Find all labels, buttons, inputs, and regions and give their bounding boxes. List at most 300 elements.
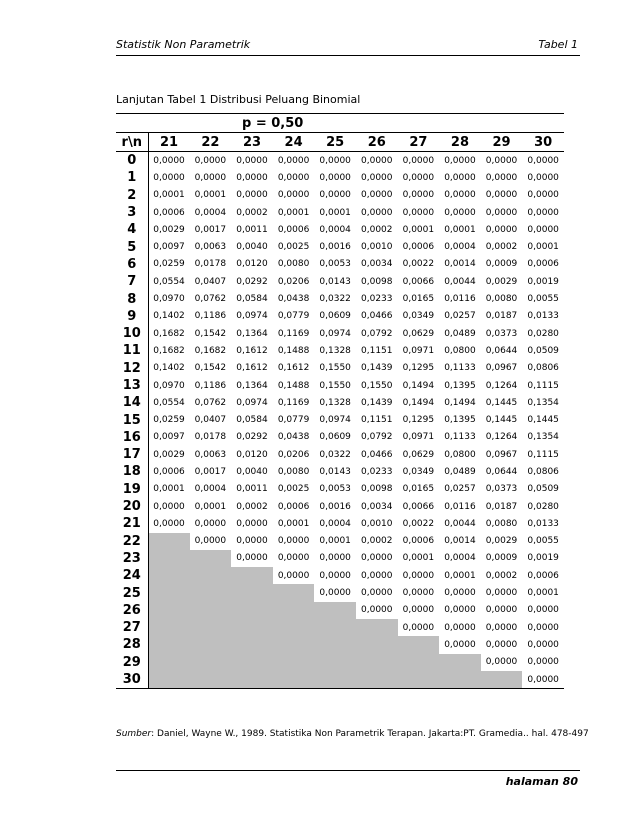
table-cell: 0,0644 <box>485 345 518 356</box>
table-cell: 0,1295 <box>402 363 435 374</box>
table-row <box>116 256 564 273</box>
table-cell: 0,0206 <box>277 449 310 460</box>
table-cell: 0,1550 <box>361 380 393 391</box>
table-cell: 0,0000 <box>485 639 518 650</box>
table-cell: 0,1133 <box>444 432 476 443</box>
table-cell: 0,0974 <box>319 328 351 339</box>
row-label-r: 19 <box>116 481 148 498</box>
table-cell: 0,0554 <box>153 397 185 408</box>
row-label-r: 2 <box>116 187 148 204</box>
blank-cell <box>148 636 439 653</box>
row-label-r: 26 <box>116 602 148 619</box>
table-cell: 0,0762 <box>194 294 227 305</box>
source-text: : Daniel, Wayne W., 1989. Statistika Non Parametrik Terapan. Jakarta:PT. Gramedia.. hal. 478-497 <box>151 729 589 739</box>
table-cell: 0,1395 <box>444 415 476 426</box>
table-cell: 0,0000 <box>522 671 564 689</box>
table-cell: 0,0002 <box>236 501 268 512</box>
table-cell: 0,1494 <box>402 380 435 391</box>
table-cell: 0,0120 <box>236 449 268 460</box>
row-label-r: 29 <box>116 654 148 671</box>
table-cell: 0,0000 <box>236 553 268 564</box>
row-label-r: 23 <box>116 550 148 567</box>
table-cell: 0,0097 <box>153 432 185 443</box>
table-row <box>116 515 564 532</box>
column-header-n: 21 <box>148 133 190 152</box>
table-cell: 0,0000 <box>277 190 310 201</box>
table-row <box>116 360 564 377</box>
row-label-r: 15 <box>116 411 148 428</box>
column-header-n: 29 <box>481 133 523 152</box>
table-cell: 0,0407 <box>194 276 227 287</box>
table-cell: 0,0609 <box>319 432 351 443</box>
header-rule <box>116 55 580 56</box>
table-cell: 0,0010 <box>361 242 393 253</box>
caption-prefix: Lanjutan Tabel 1 <box>116 93 207 106</box>
row-label-r: 4 <box>116 221 148 238</box>
table-cell: 0,0000 <box>361 207 393 218</box>
table-cell: 0,0792 <box>361 432 393 443</box>
table-cell: 0,0000 <box>402 605 435 616</box>
table-cell: 0,0000 <box>527 190 559 201</box>
table-row <box>116 290 564 307</box>
table-cell: 0,0000 <box>527 622 559 633</box>
table-cell: 0,1395 <box>444 380 476 391</box>
table-cell: 0,0178 <box>194 259 227 270</box>
table-cell: 0,0000 <box>485 657 518 668</box>
table-cell: 0,0040 <box>236 466 268 477</box>
row-label-r: 11 <box>116 342 148 359</box>
column-header-n: 30 <box>522 133 564 152</box>
column-header-n: 25 <box>314 133 356 152</box>
table-row <box>116 169 564 186</box>
table-cell: 0,0063 <box>194 449 227 460</box>
table-cell: 0,0001 <box>153 484 185 495</box>
table-cell: 0,0001 <box>319 207 351 218</box>
table-cell: 0,1612 <box>236 345 268 356</box>
table-cell: 0,0000 <box>444 605 476 616</box>
table-cell: 0,1115 <box>527 380 559 391</box>
table-cell: 0,0004 <box>319 224 351 235</box>
table-cell: 0,0006 <box>402 536 435 547</box>
table-cell: 0,0322 <box>319 294 351 305</box>
table-cell: 0,0000 <box>361 570 393 581</box>
table-cell: 0,0000 <box>361 605 393 616</box>
table-cell: 0,0004 <box>319 518 351 529</box>
table-cell: 0,0000 <box>277 553 310 564</box>
source-label: Sumber <box>116 729 152 739</box>
table-cell: 0,0097 <box>153 242 185 253</box>
probability-header-row <box>116 114 564 133</box>
table-cell: 0,0000 <box>236 536 268 547</box>
table-cell: 0,0001 <box>277 207 310 218</box>
table-cell: 0,0000 <box>527 155 559 166</box>
table-cell: 0,0000 <box>402 588 435 599</box>
table-cell: 0,0000 <box>194 518 227 529</box>
running-header-table-label: Tabel 1 <box>538 38 578 51</box>
row-label-r: 18 <box>116 463 148 480</box>
table-cell: 0,1169 <box>277 328 310 339</box>
table-cell: 0,1186 <box>194 380 227 391</box>
table-cell: 0,1133 <box>444 363 476 374</box>
table-cell: 0,0000 <box>402 172 435 183</box>
table-cell: 0,1295 <box>402 415 435 426</box>
table-cell: 0,1328 <box>319 397 351 408</box>
column-header-n: 23 <box>231 133 273 152</box>
table-cell: 0,0016 <box>319 242 351 253</box>
table-row <box>116 394 564 411</box>
table-cell: 0,0970 <box>153 294 185 305</box>
table-cell: 0,0001 <box>444 224 476 235</box>
table-cell: 0,0349 <box>402 311 435 322</box>
table-cell: 0,0509 <box>527 345 559 356</box>
table-cell: 0,0006 <box>153 466 185 477</box>
table-cell: 0,0974 <box>236 311 268 322</box>
row-label-r: 14 <box>116 394 148 411</box>
table-cell: 0,0206 <box>277 276 310 287</box>
table-cell: 0,0000 <box>277 172 310 183</box>
table-cell: 0,1682 <box>194 345 227 356</box>
table-row <box>116 602 564 619</box>
table-cell: 0,0143 <box>319 466 351 477</box>
table-cell: 0,0000 <box>485 207 518 218</box>
row-label-r: 13 <box>116 377 148 394</box>
table-cell: 0,0407 <box>194 415 227 426</box>
table-cell: 0,0971 <box>402 432 435 443</box>
table-cell: 0,0080 <box>277 259 310 270</box>
row-label-r: 25 <box>116 584 148 601</box>
blank-cell <box>148 619 398 636</box>
table-cell: 0,0029 <box>153 224 185 235</box>
table-cell: 0,0000 <box>444 588 476 599</box>
table-cell: 0,0004 <box>444 242 476 253</box>
table-cell: 0,0000 <box>444 207 476 218</box>
table-cell: 0,0006 <box>402 242 435 253</box>
table-cell: 0,0000 <box>485 605 518 616</box>
table-cell: 0,0006 <box>277 501 310 512</box>
table-row <box>116 446 564 463</box>
table-cell: 0,0554 <box>153 276 185 287</box>
table-cell: 0,1264 <box>485 380 518 391</box>
table-cell: 0,0165 <box>402 294 435 305</box>
table-cell: 0,0584 <box>236 415 268 426</box>
table-cell: 0,0000 <box>402 190 435 201</box>
row-label-r: 17 <box>116 446 148 463</box>
table-cell: 0,0466 <box>361 311 393 322</box>
table-cell: 0,1682 <box>153 328 185 339</box>
table-cell: 0,0000 <box>527 172 559 183</box>
table-cell: 0,0971 <box>402 345 435 356</box>
row-label-r: 12 <box>116 360 148 377</box>
table-cell: 0,0257 <box>444 311 476 322</box>
table-cell: 0,1264 <box>485 432 518 443</box>
table-cell: 0,0080 <box>277 466 310 477</box>
table-cell: 0,0000 <box>527 605 559 616</box>
table-cell: 0,0053 <box>319 484 351 495</box>
table-row <box>116 498 564 515</box>
table-cell: 0,0001 <box>527 588 559 599</box>
table-cell: 0,1186 <box>194 311 227 322</box>
table-cell: 0,0000 <box>277 155 310 166</box>
table-cell: 0,0133 <box>527 311 559 322</box>
table-cell: 0,0000 <box>194 155 227 166</box>
table-cell: 0,1445 <box>485 415 518 426</box>
table-cell: 0,0006 <box>153 207 185 218</box>
table-cell: 0,0063 <box>194 242 227 253</box>
table-cell: 0,0349 <box>402 466 435 477</box>
table-row <box>116 463 564 480</box>
table-cell: 0,0025 <box>277 484 310 495</box>
table-cell: 0,0466 <box>361 449 393 460</box>
table-cell: 0,1612 <box>236 363 268 374</box>
table-cell: 0,0000 <box>527 657 559 668</box>
table-cell: 0,0029 <box>485 276 518 287</box>
table-cell: 0,0165 <box>402 484 435 495</box>
table-row <box>116 238 564 255</box>
table-cell: 0,1402 <box>153 311 185 322</box>
row-label-r: 21 <box>116 515 148 532</box>
table-cell: 0,0011 <box>236 484 268 495</box>
table-cell: 0,0257 <box>444 484 476 495</box>
p-value-label: p = 0,50 <box>148 114 564 133</box>
table-cell: 0,0143 <box>319 276 351 287</box>
table-cell: 0,0009 <box>485 553 518 564</box>
table-row <box>116 411 564 428</box>
table-cell: 0,0489 <box>444 466 476 477</box>
blank-cell <box>148 602 356 619</box>
table-cell: 0,0000 <box>485 190 518 201</box>
table-cell: 0,0800 <box>444 345 476 356</box>
table-cell: 0,0000 <box>527 639 559 650</box>
table-row <box>116 308 564 325</box>
table-cell: 0,0000 <box>236 155 268 166</box>
row-label-r: 10 <box>116 325 148 342</box>
table-cell: 0,0016 <box>319 501 351 512</box>
table-cell: 0,0000 <box>402 622 435 633</box>
table-cell: 0,0053 <box>319 259 351 270</box>
table-cell: 0,0000 <box>236 190 268 201</box>
row-label-r: 30 <box>116 671 148 689</box>
row-label-r: 6 <box>116 256 148 273</box>
table-cell: 0,0040 <box>236 242 268 253</box>
table-row <box>116 567 564 584</box>
table-cell: 0,0967 <box>485 449 518 460</box>
table-cell: 0,0017 <box>194 224 227 235</box>
table-cell: 0,0116 <box>444 294 476 305</box>
row-label-r: 20 <box>116 498 148 515</box>
table-cell: 0,0098 <box>361 484 393 495</box>
table-cell: 0,0259 <box>153 259 185 270</box>
table-cell: 0,0014 <box>444 259 476 270</box>
table-cell: 0,0967 <box>485 363 518 374</box>
table-cell: 0,0098 <box>361 276 393 287</box>
table-row <box>116 654 564 671</box>
table-cell: 0,1542 <box>194 328 227 339</box>
table-cell: 0,1402 <box>153 363 185 374</box>
table-cell: 0,0001 <box>444 570 476 581</box>
column-header-n: 28 <box>439 133 481 152</box>
blank-cell <box>148 533 190 550</box>
table-cell: 0,0002 <box>361 224 393 235</box>
table-cell: 0,0006 <box>527 259 559 270</box>
table-cell: 0,1439 <box>361 397 393 408</box>
table-cell: 0,0000 <box>236 518 268 529</box>
table-cell: 0,0029 <box>485 536 518 547</box>
table-cell: 0,0000 <box>485 172 518 183</box>
table-cell: 0,0002 <box>236 207 268 218</box>
table-row <box>116 204 564 221</box>
corner-label: r\n <box>116 133 148 152</box>
table-row <box>116 533 564 550</box>
table-cell: 0,0001 <box>194 190 227 201</box>
table-cell: 0,0292 <box>236 432 268 443</box>
table-row <box>116 325 564 342</box>
table-cell: 0,0644 <box>485 466 518 477</box>
table-cell: 0,0066 <box>402 501 435 512</box>
table-row <box>116 584 564 601</box>
table-cell: 0,0000 <box>319 553 351 564</box>
table-cell: 0,0806 <box>527 363 559 374</box>
table-cell: 0,0000 <box>153 501 185 512</box>
table-row <box>116 619 564 636</box>
table-cell: 0,0280 <box>527 501 559 512</box>
table-cell: 0,0970 <box>153 380 185 391</box>
table-cell: 0,0322 <box>319 449 351 460</box>
table-caption <box>116 93 360 106</box>
table-cell: 0,1115 <box>527 449 559 460</box>
table-cell: 0,0000 <box>485 224 518 235</box>
table-cell: 0,0001 <box>319 536 351 547</box>
row-label-r: 9 <box>116 308 148 325</box>
table-cell: 0,0009 <box>485 259 518 270</box>
table-cell: 0,0001 <box>527 242 559 253</box>
column-header-n: 24 <box>273 133 315 152</box>
table-cell: 0,0004 <box>444 553 476 564</box>
table-cell: 0,0022 <box>402 518 435 529</box>
table-cell: 0,0001 <box>194 501 227 512</box>
table-cell: 0,1364 <box>236 328 268 339</box>
column-header-n: 22 <box>190 133 232 152</box>
table-cell: 0,0509 <box>527 484 559 495</box>
table-cell: 0,0000 <box>361 190 393 201</box>
table-cell: 0,0014 <box>444 536 476 547</box>
table-row <box>116 636 564 653</box>
table-cell: 0,0233 <box>361 466 393 477</box>
table-cell: 0,0187 <box>485 311 518 322</box>
table-cell: 0,0779 <box>277 415 310 426</box>
table-cell: 0,0000 <box>361 588 393 599</box>
table-cell: 0,0779 <box>277 311 310 322</box>
table-cell: 0,0000 <box>361 553 393 564</box>
row-label-r: 7 <box>116 273 148 290</box>
table-cell: 0,0002 <box>485 570 518 581</box>
table-cell: 0,0000 <box>153 155 185 166</box>
table-cell: 0,0187 <box>485 501 518 512</box>
table-cell: 0,0055 <box>527 536 559 547</box>
row-label-r: 8 <box>116 290 148 307</box>
blank-cell <box>148 654 481 671</box>
table-body <box>116 152 564 689</box>
row-label-r: 22 <box>116 533 148 550</box>
table-cell: 0,0438 <box>277 432 310 443</box>
table-row <box>116 342 564 359</box>
table-cell: 0,0080 <box>485 294 518 305</box>
table-cell: 0,0292 <box>236 276 268 287</box>
blank-cell <box>148 671 522 689</box>
table-cell: 0,1488 <box>277 345 310 356</box>
row-label-r: 0 <box>116 152 148 170</box>
table-cell: 0,0001 <box>153 190 185 201</box>
table-cell: 0,0000 <box>319 172 351 183</box>
table-cell: 0,0011 <box>236 224 268 235</box>
table-cell: 0,0584 <box>236 294 268 305</box>
table-cell: 0,0044 <box>444 518 476 529</box>
table-cell: 0,0000 <box>444 190 476 201</box>
table-row <box>116 481 564 498</box>
table-cell: 0,0000 <box>319 155 351 166</box>
table-cell: 0,0000 <box>319 588 351 599</box>
table-cell: 0,0066 <box>402 276 435 287</box>
table-cell: 0,0120 <box>236 259 268 270</box>
table-cell: 0,0000 <box>444 622 476 633</box>
table-cell: 0,0000 <box>527 207 559 218</box>
table-cell: 0,0974 <box>236 397 268 408</box>
row-label-r: 24 <box>116 567 148 584</box>
table-cell: 0,0000 <box>402 155 435 166</box>
table-cell: 0,0000 <box>485 588 518 599</box>
table-cell: 0,1354 <box>527 397 559 408</box>
table-cell: 0,1550 <box>319 363 351 374</box>
table-cell: 0,0017 <box>194 466 227 477</box>
table-cell: 0,1445 <box>485 397 518 408</box>
table-cell: 0,0762 <box>194 397 227 408</box>
n-header-row <box>116 133 564 152</box>
table-cell: 0,0029 <box>153 449 185 460</box>
row-label-r: 16 <box>116 429 148 446</box>
table-cell: 0,0000 <box>236 172 268 183</box>
table-cell: 0,1354 <box>527 432 559 443</box>
table-cell: 0,1494 <box>444 397 476 408</box>
table-cell: 0,1550 <box>319 380 351 391</box>
table-cell: 0,1612 <box>277 363 310 374</box>
table-cell: 0,1488 <box>277 380 310 391</box>
table-row <box>116 429 564 446</box>
table-cell: 0,0002 <box>485 242 518 253</box>
blank-cell <box>148 550 231 567</box>
table-cell: 0,1328 <box>319 345 351 356</box>
table-cell: 0,0010 <box>361 518 393 529</box>
table-cell: 0,0001 <box>277 518 310 529</box>
table-cell: 0,0000 <box>361 155 393 166</box>
table-cell: 0,0629 <box>402 449 435 460</box>
table-cell: 0,1364 <box>236 380 268 391</box>
table-row <box>116 273 564 290</box>
table-cell: 0,0000 <box>277 536 310 547</box>
table-cell: 0,1682 <box>153 345 185 356</box>
row-label-r: 5 <box>116 238 148 255</box>
table-cell: 0,1151 <box>361 345 393 356</box>
table-cell: 0,0000 <box>319 190 351 201</box>
table-cell: 0,0000 <box>277 570 310 581</box>
row-label-r: 27 <box>116 619 148 636</box>
table-cell: 0,0034 <box>361 501 393 512</box>
table-cell: 0,0000 <box>153 518 185 529</box>
table-cell: 0,1169 <box>277 397 310 408</box>
table-cell: 0,0806 <box>527 466 559 477</box>
table-cell: 0,0000 <box>485 155 518 166</box>
table-cell: 0,0002 <box>361 536 393 547</box>
table-cell: 0,0004 <box>194 207 227 218</box>
table-cell: 0,0489 <box>444 328 476 339</box>
